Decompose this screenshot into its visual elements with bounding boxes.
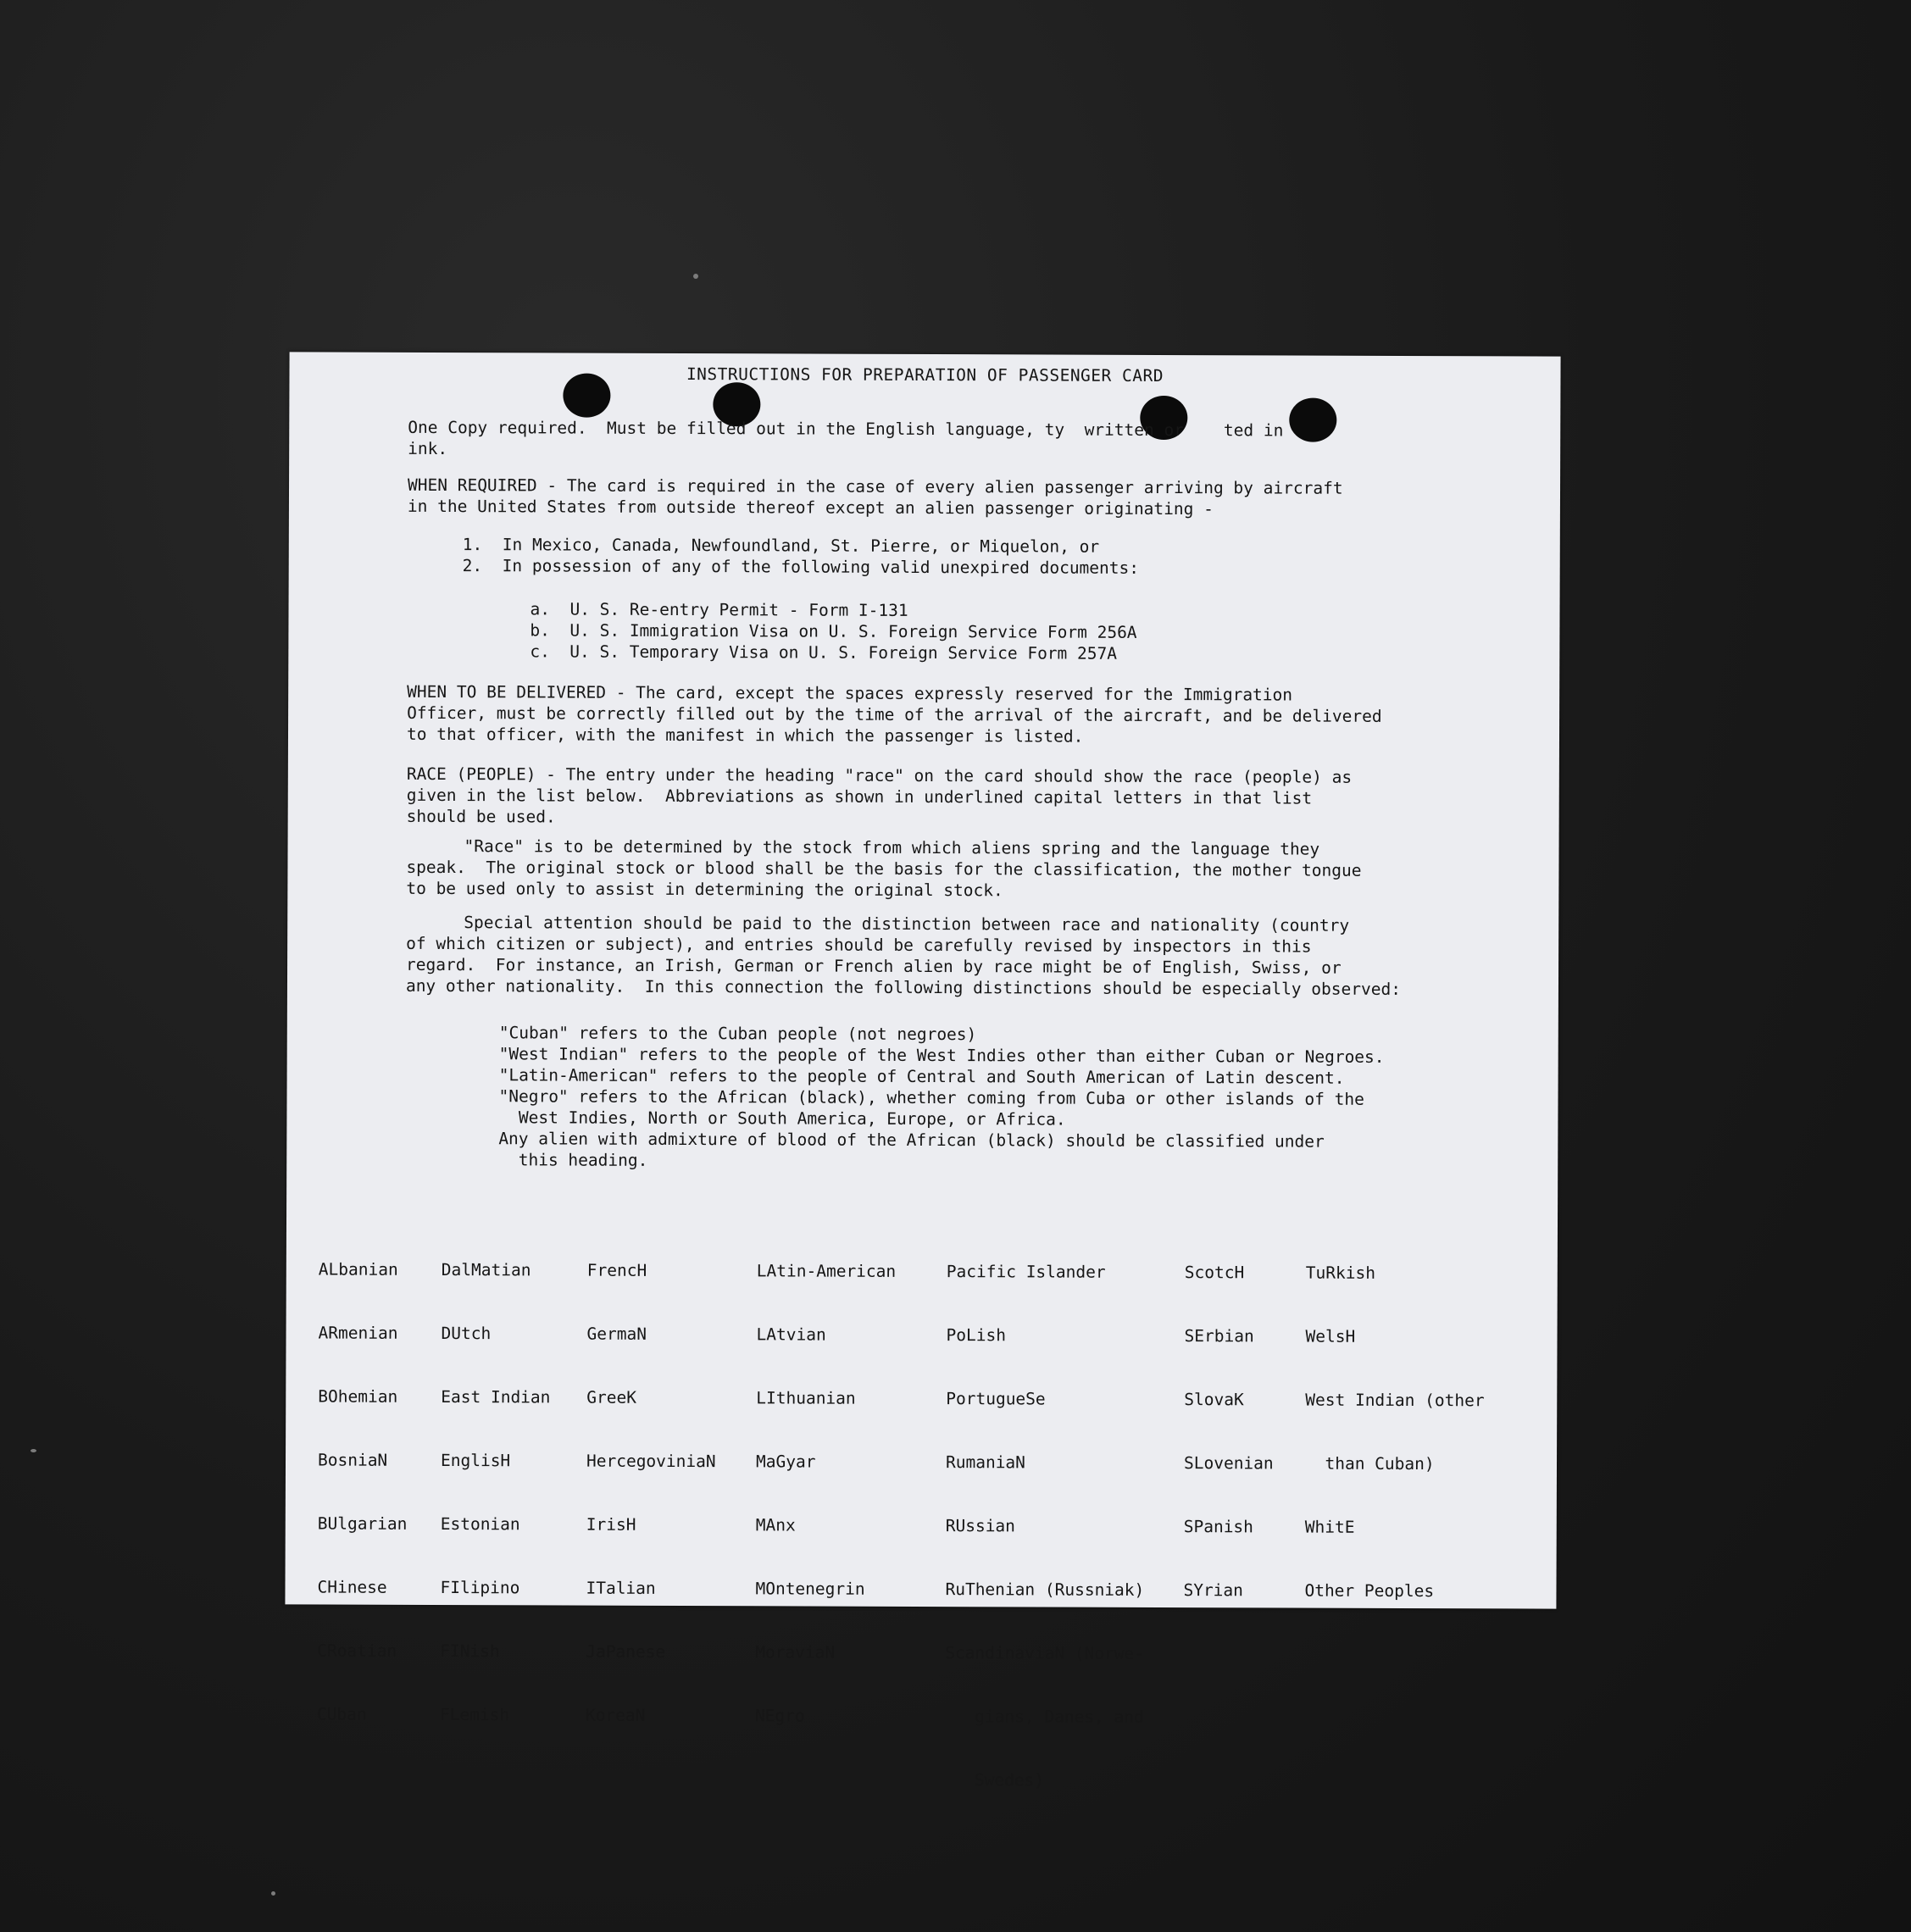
race-entry: WhitE bbox=[1304, 1517, 1355, 1537]
race-entry: CUban bbox=[316, 1704, 367, 1724]
race-entry: MOntenegrin bbox=[755, 1579, 865, 1599]
race-entry: WelsH bbox=[1305, 1326, 1356, 1346]
race-entry: SErbian bbox=[1184, 1326, 1254, 1346]
race-entry: Other Peoples bbox=[1304, 1580, 1435, 1602]
when-delivered-paragraph: WHEN TO BE DELIVERED - The card, except the spaces expressly reserved for the Immigration Officer, must be correctly filled out by the time of the arrival of the aircraft, and be delivered to that officer, with the manifest in which the passenger is listed. bbox=[406, 681, 1382, 747]
race-entry: FIlipino bbox=[440, 1578, 520, 1598]
race-entry: East Indian bbox=[441, 1387, 551, 1407]
race-entry: PortugueSe bbox=[946, 1389, 1046, 1409]
race-entry: BosniaN bbox=[317, 1450, 388, 1470]
intro-paragraph: One Copy required. Must be filled out in the English language, ty written or ted in ink. bbox=[408, 417, 1284, 459]
when-required-paragraph: WHEN REQUIRED - The card is required in the case of every alien passenger arriving by aircraft in the United States from outside thereof except an alien passenger originating - bbox=[407, 475, 1343, 519]
race-entry: than Cuban) bbox=[1304, 1453, 1435, 1474]
race-people-paragraph: RACE (PEOPLE) - The entry under the heading "race" on the card should show the race (people) as given in the list below. Abbreviations as shown in underlined capital letters in that list should be used. bbox=[406, 763, 1353, 827]
race-column bbox=[755, 1218, 897, 1769]
race-entry: MAnx bbox=[755, 1515, 796, 1535]
race-entry: JaPanese bbox=[586, 1641, 666, 1662]
race-entry: FINish bbox=[440, 1641, 500, 1662]
race-definition-paragraph: "Race" is to be determined by the stock from which aliens spring and the language they speak. The original stock or blood shall be the basis for the classification, the mother tongue to be used only to assist in determining the original stock. bbox=[406, 836, 1362, 901]
page-title: INSTRUCTIONS FOR PREPARATION OF PASSENGER CARD bbox=[686, 364, 1164, 386]
race-entry: GermaN bbox=[586, 1324, 647, 1344]
race-entry: gians, Danes, and bbox=[944, 1707, 1144, 1727]
race-entry: TuRkish bbox=[1305, 1263, 1376, 1283]
race-entry: SLovenian bbox=[1183, 1453, 1274, 1474]
dust-speck bbox=[271, 1891, 275, 1896]
race-entry: PoLish bbox=[946, 1325, 1007, 1346]
race-entry: DalMatian bbox=[441, 1260, 531, 1280]
race-entry: LAtvian bbox=[756, 1324, 826, 1345]
race-entry: LAtin-American bbox=[756, 1261, 897, 1281]
race-entry: BOhemian bbox=[318, 1386, 398, 1407]
race-entry: RuThenian (Russniak) bbox=[945, 1579, 1145, 1600]
race-entry: SlovaK bbox=[1184, 1390, 1244, 1410]
dust-speck bbox=[693, 274, 698, 279]
race-entry: ScotcH bbox=[1184, 1263, 1245, 1283]
distinctions-list: "Cuban" refers to the Cuban people (not negroes) "West Indian" refers to the people of the West Indies other than either Cuban or Negroes. "Latin-American" refers to the people of Central and South American of Latin descent. "Negro" refers to the African (black), whether coming from Cuba or other islands of the West Indies, North or South America, Europe, or Africa. Any alien with admixture of blood of the African (black) should be classified under this heading. bbox=[498, 1023, 1385, 1170]
race-entry: ITalian bbox=[586, 1578, 656, 1598]
race-entry: KoreaN bbox=[585, 1705, 646, 1725]
race-column bbox=[1183, 1219, 1274, 1643]
race-entry: MoraviaN bbox=[755, 1642, 836, 1663]
race-column bbox=[1304, 1220, 1485, 1645]
race-entry: DUtch bbox=[441, 1324, 492, 1344]
dust-speck bbox=[31, 1449, 36, 1452]
race-column bbox=[317, 1217, 408, 1768]
race-entry: Estonian bbox=[440, 1514, 520, 1535]
race-entry: BUlgarian bbox=[317, 1513, 408, 1534]
race-entry: CRoatian bbox=[317, 1641, 397, 1661]
race-entry: RumaniaN bbox=[945, 1452, 1025, 1473]
race-entry: FLemish bbox=[439, 1705, 510, 1725]
race-entry: HercegoviniaN bbox=[586, 1451, 716, 1472]
race-entry: ScandinaviaN (Norwe- bbox=[945, 1643, 1145, 1663]
race-entry: CHinese bbox=[317, 1577, 387, 1597]
race-entry: GreeK bbox=[586, 1387, 637, 1407]
race-entry: EnglisH bbox=[440, 1451, 511, 1471]
race-entry: FrencH bbox=[586, 1260, 647, 1280]
race-entry: Pacific Islander bbox=[946, 1262, 1106, 1282]
instruction-sheet bbox=[285, 352, 1560, 1790]
race-entry: NEgro bbox=[754, 1706, 805, 1726]
race-entry: IrisH bbox=[586, 1514, 636, 1535]
special-attention-paragraph: Special attention should be paid to the distinction between race and nationality (country of which citizen or subject), and entries should be carefully revised by inspectors in this regard. For instance, an Irish, German or French alien by race might be of English, Swiss, or any other nationality. In this connection the following distinctions should be especially observed: bbox=[405, 913, 1402, 999]
race-entry: MaGyar bbox=[755, 1452, 816, 1472]
race-entry: RUssian bbox=[945, 1516, 1015, 1536]
race-entry: Swedes) bbox=[944, 1770, 1045, 1790]
exceptions-list: 1. In Mexico, Canada, Newfoundland, St. Pierre, or Miquelon, or 2. In possession of any of the following valid unexpired documents: bbox=[462, 535, 1140, 578]
race-entry: ALbanian bbox=[318, 1259, 398, 1280]
race-entry: SPanish bbox=[1183, 1517, 1253, 1537]
race-entry: SYrian bbox=[1183, 1580, 1243, 1601]
race-column bbox=[944, 1219, 1145, 1834]
race-entry: West Indian (other bbox=[1305, 1390, 1485, 1411]
race-column bbox=[586, 1218, 717, 1769]
race-column bbox=[440, 1217, 551, 1768]
race-entry: LIthuanian bbox=[756, 1388, 856, 1408]
race-entry: ARmenian bbox=[318, 1323, 398, 1343]
documents-list: a. U. S. Re-entry Permit - Form I-131 b. U. S. Immigration Visa on U. S. Foreign Service Form 256A c. U. S. Temporary Visa on U. S. Foreign Service Form 257A bbox=[530, 599, 1137, 663]
